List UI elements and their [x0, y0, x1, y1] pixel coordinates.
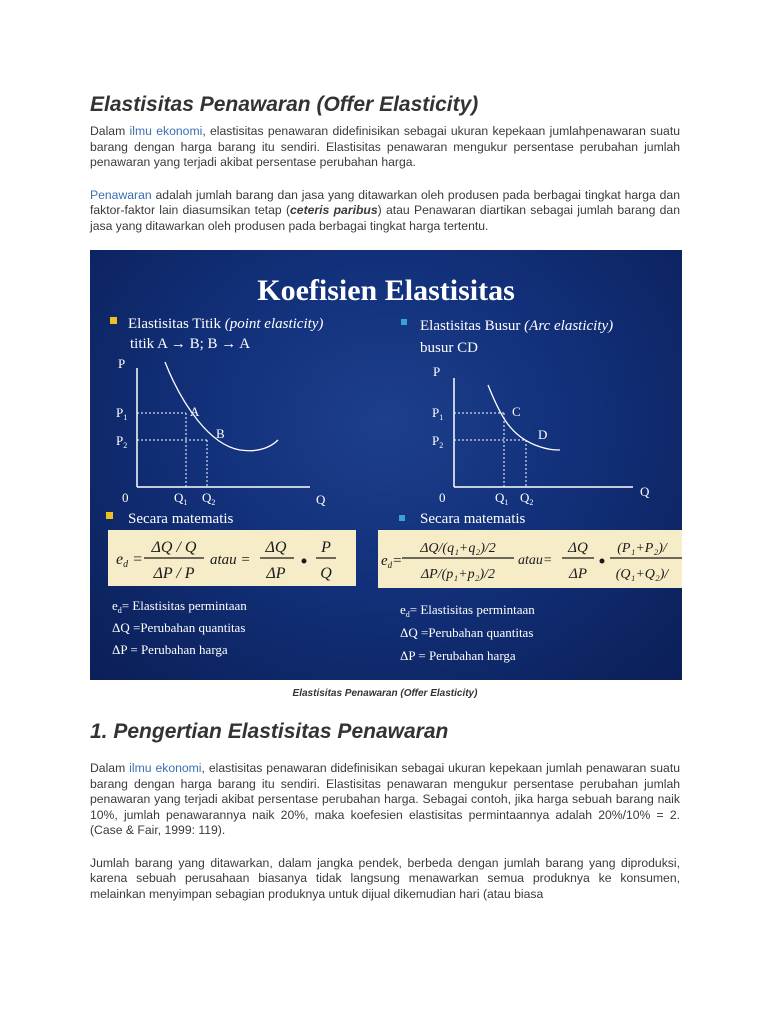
subscript: 1: [123, 413, 128, 422]
svg-text:ΔP: ΔP: [266, 565, 286, 582]
p1-label: P: [116, 405, 124, 420]
right-graph: [432, 364, 650, 507]
svg-text:ed=: $e_d=$: [381, 553, 403, 570]
subscript: 2: [211, 498, 216, 507]
svg-text:(Q₁+Q₂)/: (Q₁+Q₂)/: [615, 567, 669, 582]
bullet-square-icon: [110, 317, 117, 324]
origin-label: 0: [122, 490, 129, 505]
svg-text:ΔQ: ΔQ: [265, 539, 287, 556]
svg-text:(P₁+P₂)/: (P₁+P₂)/: [617, 541, 667, 556]
right-bullet-text: Elastisitas Busur: [420, 318, 521, 334]
koefisien-elastisitas-slide: [90, 250, 682, 680]
math-left-label: Secara matematis: [128, 511, 234, 527]
point-c-label: C: [512, 404, 521, 419]
svg-text:P: P: [321, 539, 331, 556]
svg-text:ΔQ/(q₁+q₂)/2: ΔQ/(q₁+q₂)/2: [420, 541, 496, 556]
legend-ed-text: = Elastisitas permintaan: [409, 602, 535, 617]
link-ilmu[interactable]: ilmu: [129, 124, 152, 138]
bullet-square-icon: [399, 515, 405, 521]
subscript: 1: [504, 498, 509, 507]
q1-label: Q: [174, 490, 184, 505]
text: ) atau Penawaran diartikan sebagai jumlah barang dan jasa yang ditawarkan oleh produsen pada berbagai tingkat harga tertentu.: [90, 203, 680, 233]
text: Dalam: [90, 124, 126, 138]
link-penawaran[interactable]: Penawaran: [90, 187, 152, 202]
subscript: 2: [439, 441, 444, 450]
svg-text:P2: [116, 433, 127, 450]
text: , elastisitas penawaran didefinisikan sebagai ukuran kepekaan jumlah penawaran suatu barang dengan harga barang itu sendiri. Elastisitas penawaran mengukur persentase perubahan jumlah penawaran yang terjadi akibat persentase perubahan harga. Sebagai contoh, jika harga sebuah barang naik 10%, jumlah penawarannya naik 20%, maka koefesien elastisitas permintaannya adalah 20%/10% = 2. (Case & Fair, 1999: 119).: [90, 761, 681, 837]
q2-label: Q: [520, 490, 530, 505]
left-sub: titik A → B; B → A: [130, 336, 251, 352]
svg-text:Q1: [174, 490, 187, 507]
origin-label: 0: [439, 490, 446, 505]
svg-text:Q: Q: [320, 565, 332, 582]
right-sub: busur CD: [420, 340, 478, 356]
text: Dalam: [90, 761, 130, 775]
intro-paragraph-1: [90, 124, 680, 171]
axis-q-label: Q: [316, 492, 326, 507]
point-elasticity-formula: [108, 530, 356, 586]
section-paragraph-2: Jumlah barang yang ditawarkan, dalam jangka pendek, berbeda dengan jumlah barang yang diproduksi, karena sebuah perusahaan biasanya tidak langsung menawarkan semua produknya ke konsumen, melainkan menyimpan sebagian produknya untuk dijual dikemudian hari (atau biasa: [90, 855, 680, 901]
svg-text:Q2: [202, 490, 215, 507]
svg-text:ΔP/(p₁+p₂)/2: ΔP/(p₁+p₂)/2: [420, 567, 496, 582]
image-caption: Elastisitas Penawaran (Offer Elasticity): [292, 688, 478, 699]
svg-text:atau=: atau=: [518, 553, 553, 568]
q2-label: Q: [202, 490, 212, 505]
text: , elastisitas penawaran didefinisikan sebagai ukuran kepekaan jumlahpenawaran suatu barang dengan harga barang itu sendiri. Elastisitas penawaran mengukur persentase perubahan jumlah penawaran yang terjadi akibat persentase perubahan harga.: [90, 124, 681, 169]
axis-q-label: Q: [640, 484, 650, 499]
legend-dq: ΔQ =Perubahan quantitas: [400, 625, 534, 640]
right-bullet-italic: (Arc elasticity): [524, 318, 614, 334]
axis-p-label: P: [118, 356, 126, 371]
left-bullet-text: Elastisitas Titik: [128, 316, 221, 332]
subscript: 1: [183, 498, 188, 507]
p2-label: P: [116, 433, 124, 448]
left-graph: [116, 356, 326, 507]
svg-text:Q1: [495, 490, 508, 507]
section-heading: 1. Pengertian Elastisitas Penawaran: [90, 720, 449, 743]
axis-p-label: P: [433, 364, 441, 379]
legend-ed: [400, 602, 535, 619]
p2-label: P: [432, 433, 440, 448]
link-ekonomi[interactable]: ekonomi: [156, 124, 203, 138]
svg-text:Elastisitas Titik (poi: [128, 316, 323, 332]
point-a-label: A: [190, 404, 200, 419]
slide-graphic: [90, 250, 682, 680]
svg-text:Q2: [520, 490, 533, 507]
svg-text:atau =: atau =: [210, 552, 251, 568]
svg-text:P2: [432, 433, 443, 450]
document-page: [90, 92, 680, 902]
bullet-square-icon: [401, 319, 407, 325]
point-b-label: B: [216, 426, 225, 441]
legend-dp: ΔP = Perubahan harga: [112, 642, 228, 657]
intro-paragraph-2: [90, 188, 680, 235]
subscript: 2: [529, 498, 534, 507]
legend-ed-symbol: e: [112, 598, 118, 613]
point-d-label: D: [538, 427, 548, 442]
slide-title: Koefisien Elastisitas: [257, 274, 515, 307]
legend-ed-symbol: e: [400, 602, 406, 617]
arc-elasticity-formula: [378, 530, 682, 588]
left-bullet-italic: (point elasticity): [224, 316, 324, 332]
svg-text:ΔQ / Q: ΔQ / Q: [151, 539, 197, 556]
legend-ed-text: = Elastisitas permintaan: [121, 598, 247, 613]
legend-ed: [112, 598, 247, 615]
svg-text:P1: [116, 405, 127, 422]
q1-label: Q: [495, 490, 505, 505]
legend-ed-subscript: d: [117, 606, 122, 615]
legend-ed-subscript: d: [405, 610, 410, 619]
bullet-square-icon: [106, 512, 113, 519]
page-title: Elastisitas Penawaran (Offer Elasticity): [90, 93, 479, 116]
p1-label: P: [432, 405, 440, 420]
subscript: 2: [123, 441, 128, 450]
math-right-label: Secara matematis: [420, 511, 526, 527]
svg-text:ΔP: ΔP: [569, 566, 587, 582]
section-paragraph-1: [90, 761, 680, 839]
svg-text:ed =: ed =: [116, 551, 143, 570]
svg-text:ΔP / P: ΔP / P: [153, 565, 195, 582]
text: adalah jumlah barang dan jasa yang ditawarkan oleh produsen pada berbagai tingkat harga dan faktor-faktor lain diasumsikan tetap (: [90, 187, 680, 217]
link-ekonomi[interactable]: ekonomi: [155, 761, 202, 775]
legend-dq: ΔQ =Perubahan quantitas: [112, 620, 246, 635]
legend-dp: ΔP = Perubahan harga: [400, 648, 516, 663]
ceteris-paribus-term: ceteris paribus: [290, 203, 378, 217]
svg-text:P1: [432, 405, 443, 422]
subscript: 1: [439, 413, 444, 422]
svg-text:ΔQ: ΔQ: [568, 540, 588, 556]
svg-text:Elastisitas Busur (Arc: [420, 318, 613, 334]
link-ilmu[interactable]: ilmu: [129, 761, 152, 775]
